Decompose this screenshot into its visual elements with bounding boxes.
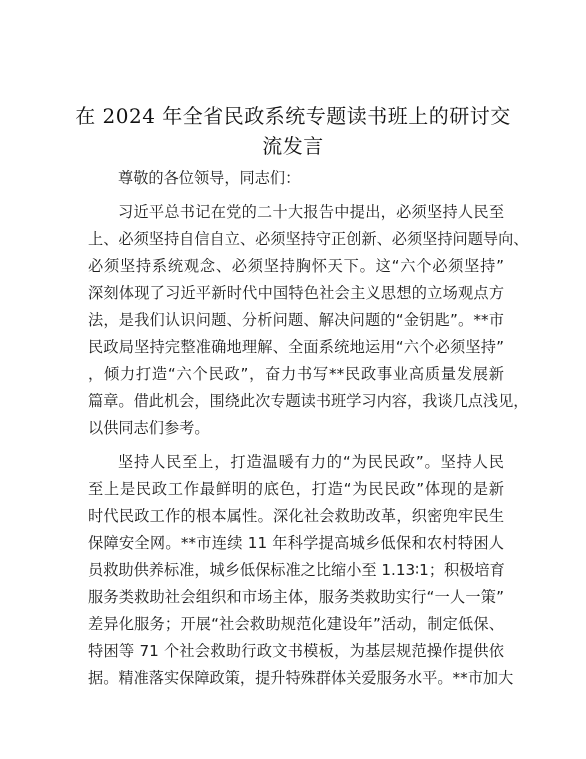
- body-line: 民政局坚持完整准确地理解、全面系统地运用“六个必须坚持”: [88, 338, 504, 356]
- body-line: 特困等 71 个社会救助行政文书模板，为基层规范操作提供依: [88, 642, 504, 660]
- salutation: 尊敬的各位领导，同志们：: [118, 169, 301, 187]
- body-line: 时代民政工作的根本属性。深化社会救助改革，织密兜牢民生: [88, 507, 504, 525]
- body-line: ，倾力打造“六个民政”，奋力书写**民政事业高质量发展新: [88, 365, 504, 383]
- body-line: 保障安全网。**市连续 11 年科学提高城乡低保和农村特困人: [88, 534, 504, 552]
- body-line: 必须坚持系统观念、必须坚持胸怀天下。这“六个必须坚持”: [88, 257, 504, 275]
- title-line-1: 在 2024 年全省民政系统专题读书班上的研讨交: [75, 104, 511, 128]
- body-line: 服务类救助社会组织和市场主体，服务类救助实行“一人一策”: [88, 588, 504, 606]
- body-line: 差异化服务；开展“社会救助规范化建设年”活动，制定低保、: [88, 615, 504, 633]
- title-line-2: 流发言: [262, 134, 324, 158]
- body-line: 员救助供养标准，城乡低保标准之比缩小至 1.13∶1；积极培育: [88, 561, 505, 579]
- body-line: 篇章。借此机会，围绕此次专题读书班学习内容，我谈几点浅见，: [88, 392, 529, 410]
- body-line: 至上是民政工作最鲜明的底色，打造“为民民政”体现的是新: [88, 480, 504, 498]
- body-line: 法，是我们认识问题、分析问题、解决问题的“金钥匙”。**市: [88, 311, 504, 329]
- body-line: 坚持人民至上，打造温暖有力的“为民民政”。坚持人民: [118, 453, 504, 471]
- body-line: 据。精准落实保障政策，提升特殊群体关爱服务水平。**市加大: [88, 669, 514, 687]
- body-line: 以供同志们参考。: [88, 419, 210, 437]
- body-line: 上、必须坚持自信自立、必须坚持守正创新、必须坚持问题导向、: [88, 230, 529, 248]
- body-line: 深刻体现了习近平新时代中国特色社会主义思想的立场观点方: [88, 284, 504, 302]
- document-title: [60, 101, 526, 161]
- body-line: 习近平总书记在党的二十大报告中提出，必须坚持人民至: [118, 203, 504, 221]
